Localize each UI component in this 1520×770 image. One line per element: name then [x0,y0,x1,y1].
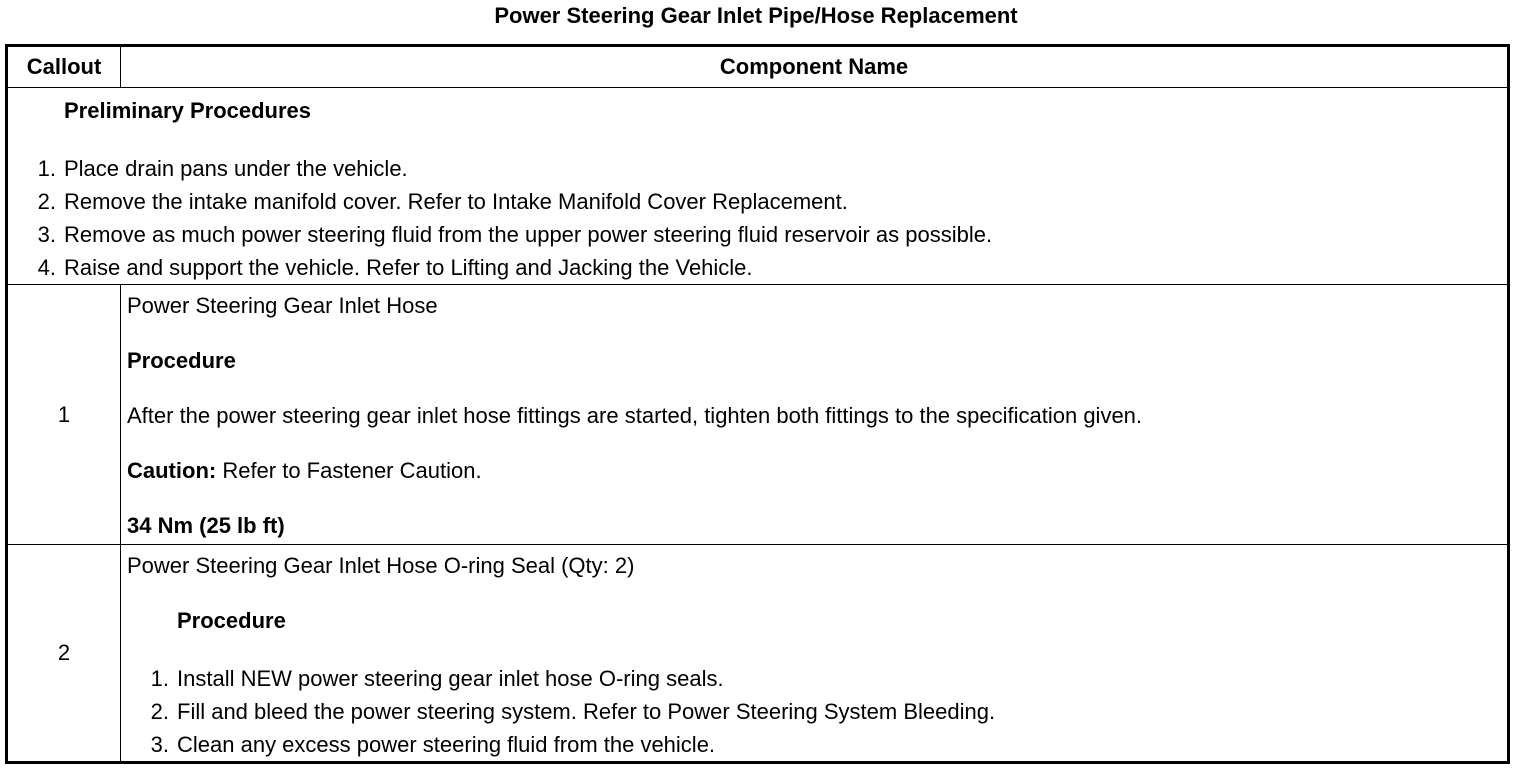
header-callout: Callout [7,46,121,88]
step-number: 2. [37,189,56,214]
header-component-name: Component Name [121,46,1509,88]
table-row [7,545,1509,763]
callout-number: 2 [7,545,121,763]
component-cell [121,285,1509,545]
caution-text: Refer to Fastener Caution. [216,458,482,483]
torque-spec: 34 Nm (25 lb ft) [127,513,285,538]
table-row [7,285,1509,545]
list-item [127,728,1507,761]
list-item [8,218,1507,251]
table-header-row [7,46,1509,88]
callout-number: 1 [7,285,121,545]
preliminary-heading: Preliminary Procedures [64,98,312,123]
procedure-table [5,44,1510,764]
component-name: Power Steering Gear Inlet Hose [127,293,438,318]
procedure-heading: Procedure [177,608,286,633]
step-number: 1. [37,156,56,181]
step-text: Remove the intake manifold cover. Refer to Intake Manifold Cover Replacement. [64,189,848,214]
list-item [8,185,1507,218]
procedure-heading: Procedure [127,348,236,373]
preliminary-steps [8,152,1507,284]
step-text: Place drain pans under the vehicle. [64,156,408,181]
step-text: Clean any excess power steering fluid from the vehicle. [177,732,716,757]
procedure-text: After the power steering gear inlet hose fittings are started, tighten both fittings to the specification given. [127,403,1143,428]
list-item [127,695,1507,728]
step-text: Raise and support the vehicle. Refer to Lifting and Jacking the Vehicle. [64,255,753,280]
preliminary-row [7,88,1509,285]
caution-note [127,458,1507,484]
step-number: 1. [150,666,169,691]
caution-label: Caution: [127,458,217,483]
step-text: Remove as much power steering fluid from the upper power steering fluid reservoir as possible. [64,222,993,247]
step-number: 4. [37,255,56,280]
list-item [8,152,1507,185]
component-cell [121,545,1509,763]
preliminary-cell [7,88,1509,285]
step-text: Install NEW power steering gear inlet hose O-ring seals. [177,666,724,691]
list-item [8,251,1507,284]
step-number: 3. [150,732,169,757]
list-item [127,662,1507,695]
step-text: Fill and bleed the power steering system. Refer to Power Steering System Bleeding. [177,699,996,724]
component-name: Power Steering Gear Inlet Hose O-ring Seal (Qty: 2) [127,553,635,578]
procedure-steps [127,662,1507,761]
step-number: 2. [150,699,169,724]
step-number: 3. [37,222,56,247]
page-title: Power Steering Gear Inlet Pipe/Hose Replacement [494,3,1018,28]
